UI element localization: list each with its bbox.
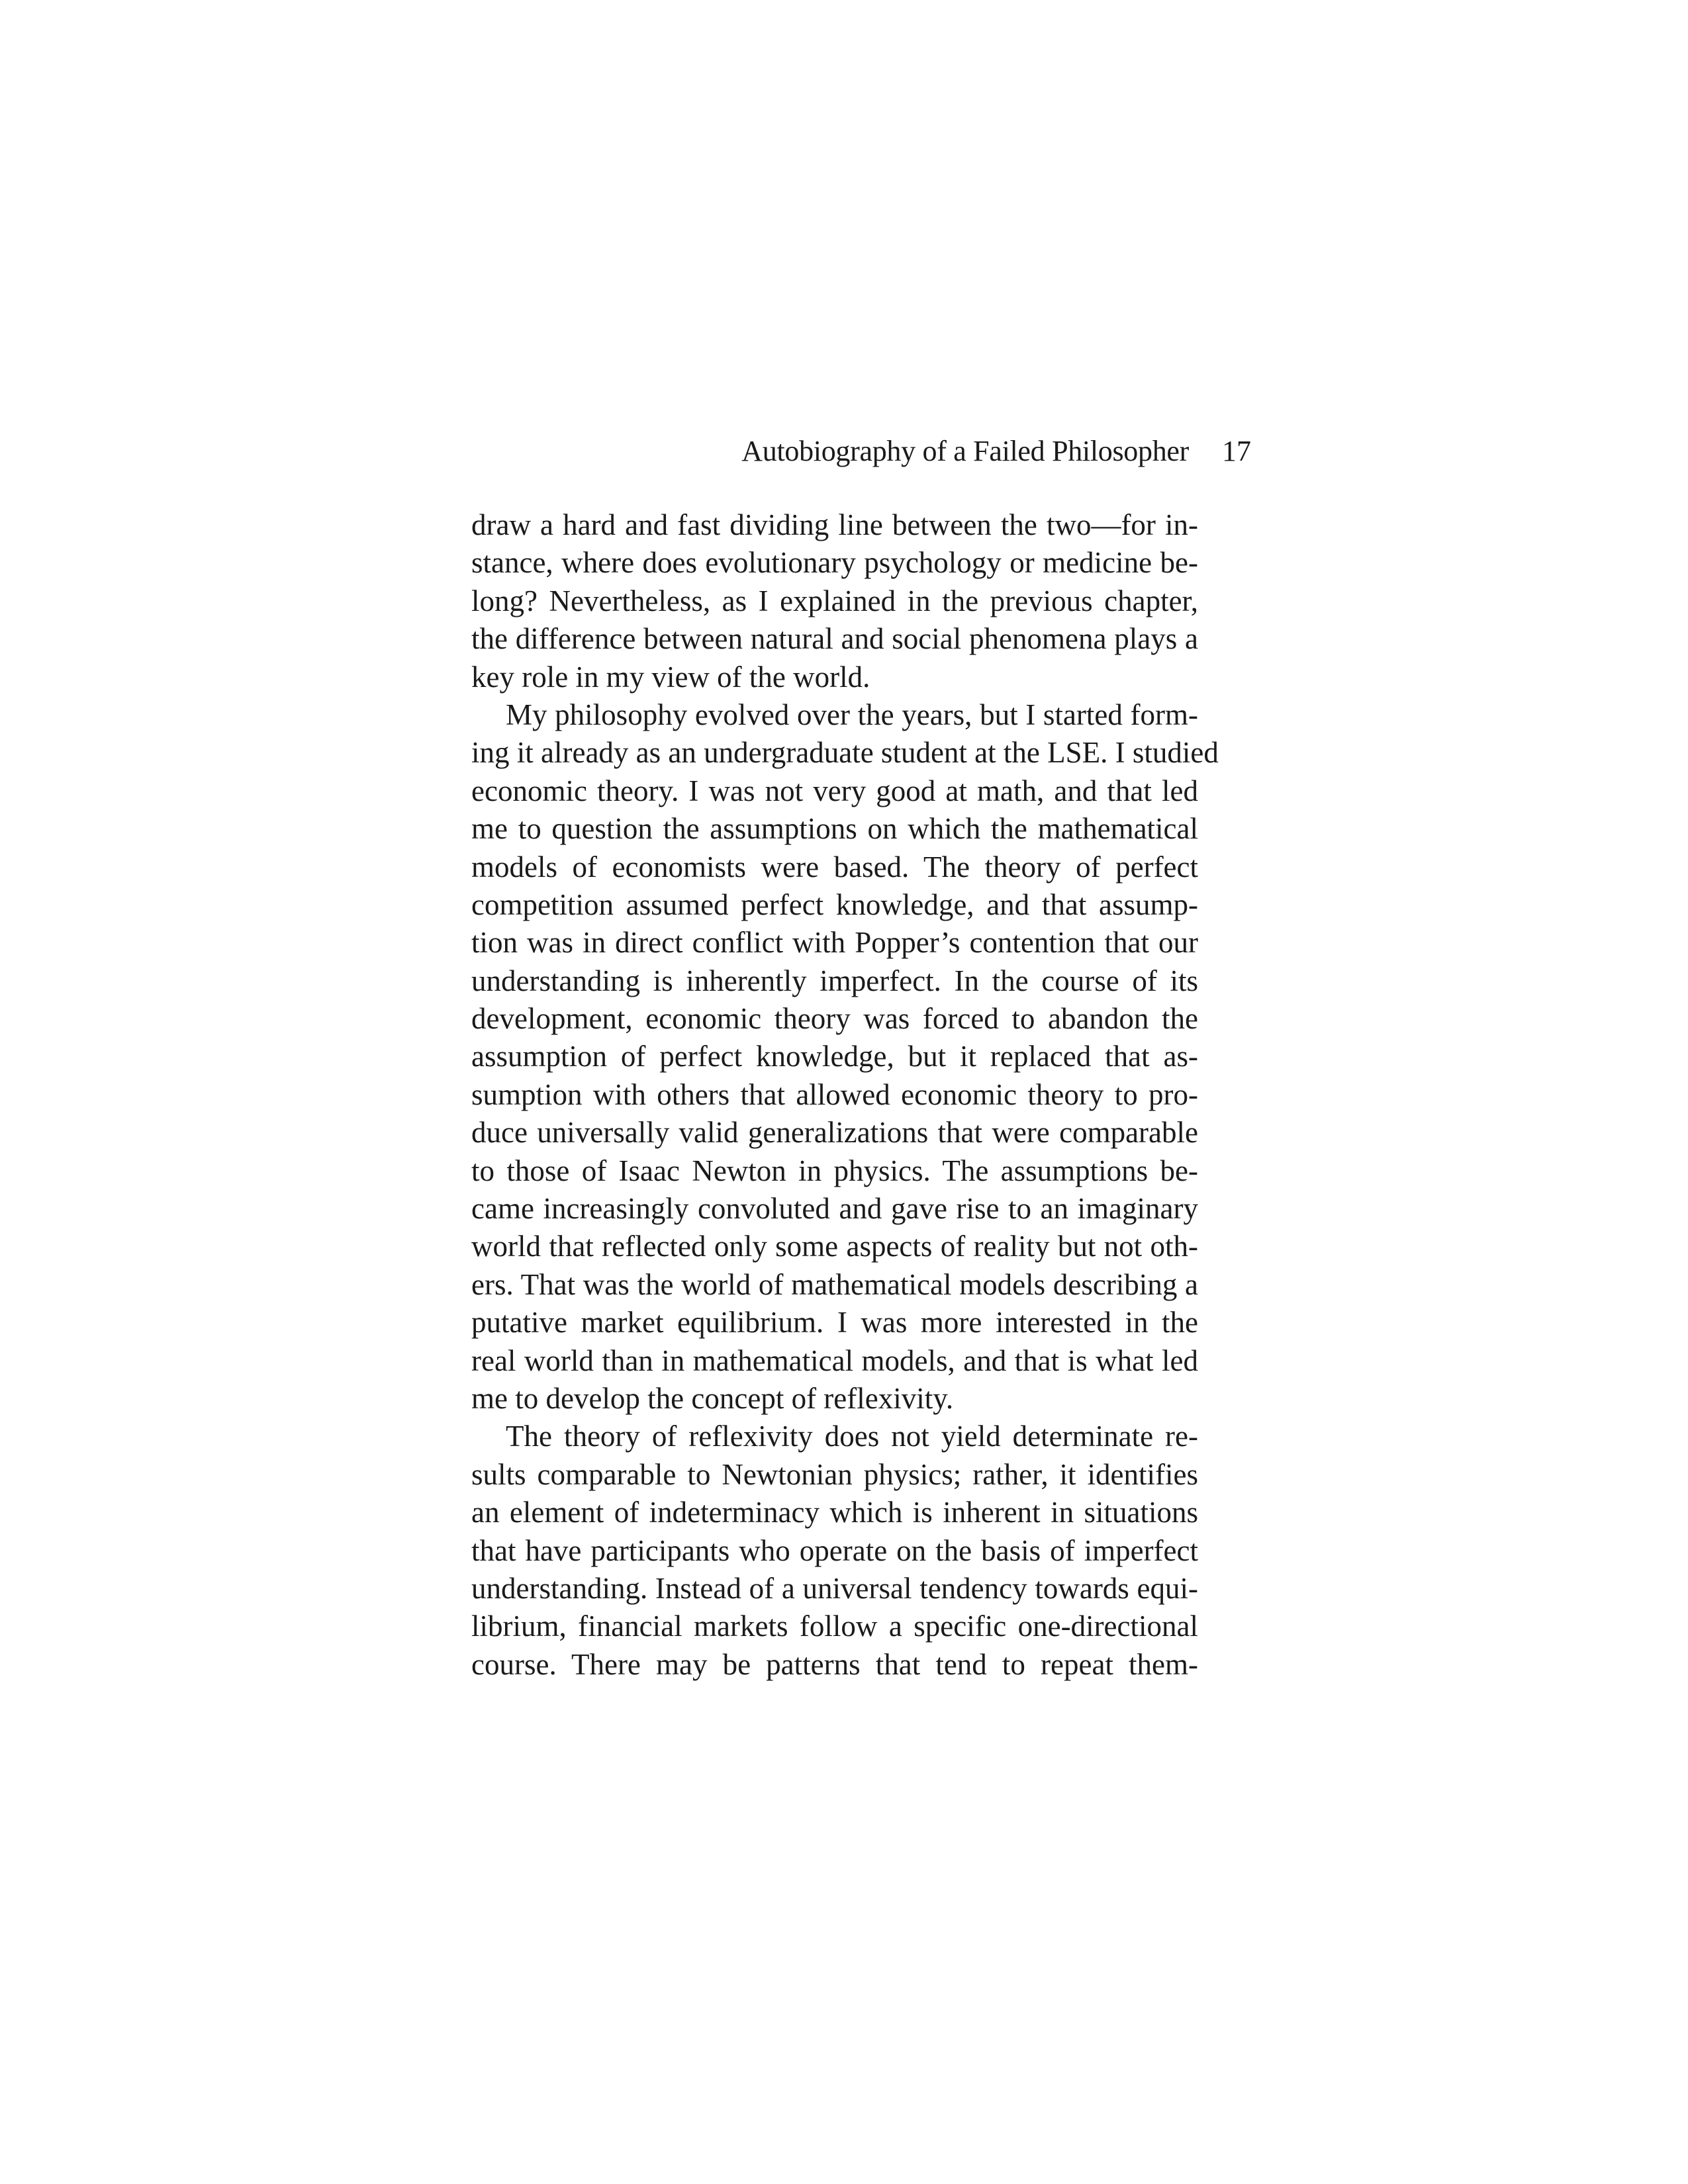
text-line: draw a hard and fast dividing line between the two—for in-: [471, 508, 1198, 541]
text-line: key role in my view of the world.: [471, 660, 870, 694]
text-line: librium, financial markets follow a specific one-directional: [471, 1610, 1198, 1643]
text-line: competition assumed perfect knowledge, and that assump-: [471, 887, 1198, 921]
text-line: came increasingly convoluted and gave rise to an imaginary: [471, 1192, 1198, 1226]
text-line: me to question the assumptions on which the mathematical: [471, 812, 1198, 846]
paragraph-start-line: The theory of reflexivity does not yield determinate re-: [506, 1420, 1198, 1453]
text-line: long? Nevertheless, as I explained in the previous chapter,: [471, 584, 1198, 617]
text-line: the difference between natural and social phenomena plays a: [471, 622, 1198, 656]
text-line: an element of indeterminacy which is inherent in situations: [471, 1496, 1198, 1529]
text-line: to those of Isaac Newton in physics. The assumptions be-: [471, 1154, 1198, 1187]
text-line: that have participants who operate on the basis of imperfect: [471, 1533, 1198, 1567]
text-line: understanding is inherently imperfect. In the course of its: [471, 964, 1198, 997]
text-line: economic theory. I was not very good at math, and that led: [471, 774, 1198, 807]
text-line: me to develop the concept of reflexivity.: [471, 1381, 954, 1415]
text-line: course. There may be patterns that tend to repeat them-: [471, 1647, 1198, 1681]
running-head: [702, 434, 1251, 469]
paragraph-start-line: My philosophy evolved over the years, but I started form-: [506, 698, 1198, 731]
text-line: assumption of perfect knowledge, but it replaced that as-: [471, 1040, 1198, 1073]
text-line: ing it already as an undergraduate student at the LSE. I studied: [471, 736, 1219, 770]
text-line: putative market equilibrium. I was more interested in the: [471, 1306, 1198, 1340]
text-line: ers. That was the world of mathematical models describing a: [471, 1267, 1198, 1301]
text-line: sumption with others that allowed economic theory to pro-: [471, 1077, 1198, 1111]
text-line: models of economists were based. The theory of perfect: [471, 850, 1198, 884]
text-line: world that reflected only some aspects of reality but not oth-: [471, 1230, 1198, 1263]
text-line: duce universally valid generalizations that were comparable: [471, 1116, 1198, 1150]
body-text: [471, 506, 1219, 1684]
text-line: sults comparable to Newtonian physics; rather, it identifies: [471, 1457, 1198, 1491]
text-line: development, economic theory was forced to abandon the: [471, 1002, 1198, 1036]
text-line: real world than in mathematical models, and that is what led: [471, 1343, 1198, 1377]
text-line: tion was in direct conflict with Popper’s contention that our: [471, 926, 1198, 960]
running-title: Autobiography of a Failed Philosopher: [741, 435, 1189, 467]
text-line: stance, where does evolutionary psychology or medicine be-: [471, 546, 1198, 580]
text-line: understanding. Instead of a universal tendency towards equi-: [471, 1571, 1198, 1605]
page-number: 17: [1222, 435, 1251, 467]
